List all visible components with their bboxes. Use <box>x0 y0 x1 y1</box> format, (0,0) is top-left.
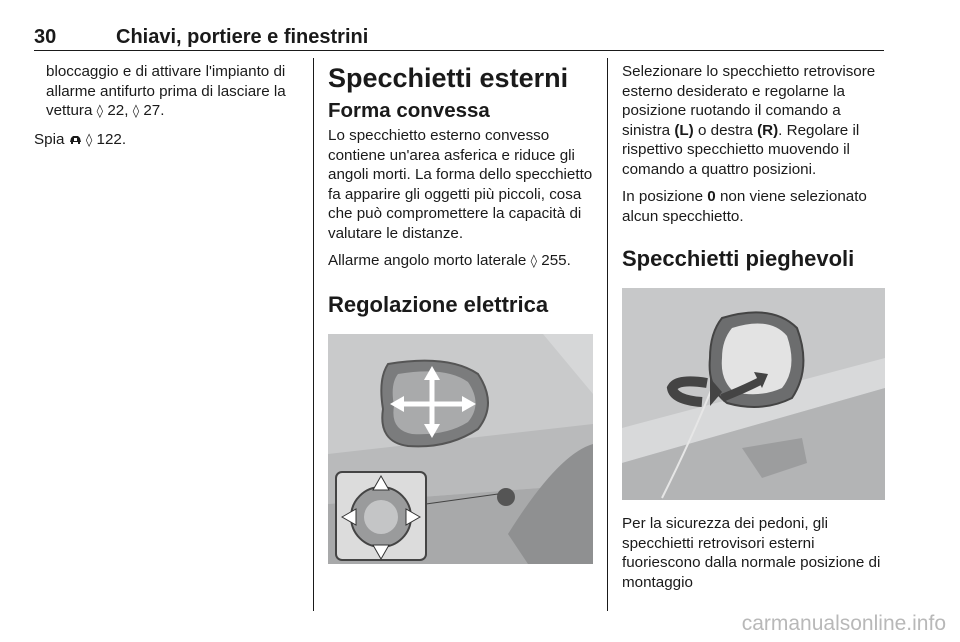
section-title: Specchietti esterni <box>328 63 569 93</box>
page-ref-icon: ◊ <box>96 104 104 119</box>
vehicle-alarm-icon <box>69 134 82 145</box>
page-ref-icon: ◊ <box>530 254 538 269</box>
page-ref-link[interactable]: 22 <box>107 102 125 119</box>
page-ref-icon: ◊ <box>132 104 140 119</box>
body-paragraph: Per la sicurezza dei pedoni, gli specchietti retrovisori esterni fuoriescono dalla normale posizione di montaggio <box>622 515 881 591</box>
body-paragraph: Lo specchietto esterno convesso contiene un'area asferica e riduce gli angoli morti. La forma dello specchietto fa apparire gli oggetti più piccoli, cosa che può compromettere la capacità di valutare le distanze. <box>328 127 593 242</box>
subsection-title: Specchietti pieghevoli <box>622 246 855 271</box>
column-1 <box>34 62 300 158</box>
folding-mirror-illustration <box>622 288 885 500</box>
page-ref-link[interactable]: 255 <box>541 252 567 269</box>
page-ref-link[interactable]: 122 <box>96 130 122 148</box>
continued-paragraph: bloccaggio e di attivare l'impianto di allarme antifurto prima di lasciare la vettura ◊ 22, ◊ 27. <box>46 63 286 119</box>
spia-paragraph: Spia ◊ 122. <box>34 130 127 148</box>
page-header <box>34 26 884 51</box>
chapter-title: Chiavi, portiere e finestrini <box>116 26 369 48</box>
page-ref-icon: ◊ <box>85 132 93 148</box>
subsection-title: Regolazione elettrica <box>328 291 549 317</box>
body-paragraph: In posizione 0 non viene selezionato alcun specchietto. <box>622 188 867 225</box>
body-paragraph: Selezionare lo specchietto retrovisore esterno desiderato e regolarne la posizione ruotando il comando a sinistra (L) o destra (R). Regolare il rispettivo specchietto muovendo il comando a quattro posizioni. <box>622 63 876 178</box>
page-ref-link[interactable]: 27 <box>143 102 161 119</box>
body-paragraph: Allarme angolo morto laterale ◊ 255. <box>328 252 571 269</box>
column-3 <box>622 62 885 600</box>
subsection-title: Forma convessa <box>328 99 490 122</box>
electric-mirror-illustration <box>328 334 593 564</box>
column-divider <box>313 58 314 611</box>
column-2 <box>328 62 593 578</box>
watermark: carmanualsonline.info <box>741 612 946 635</box>
page-number: 30 <box>34 26 57 48</box>
column-divider <box>607 58 608 611</box>
